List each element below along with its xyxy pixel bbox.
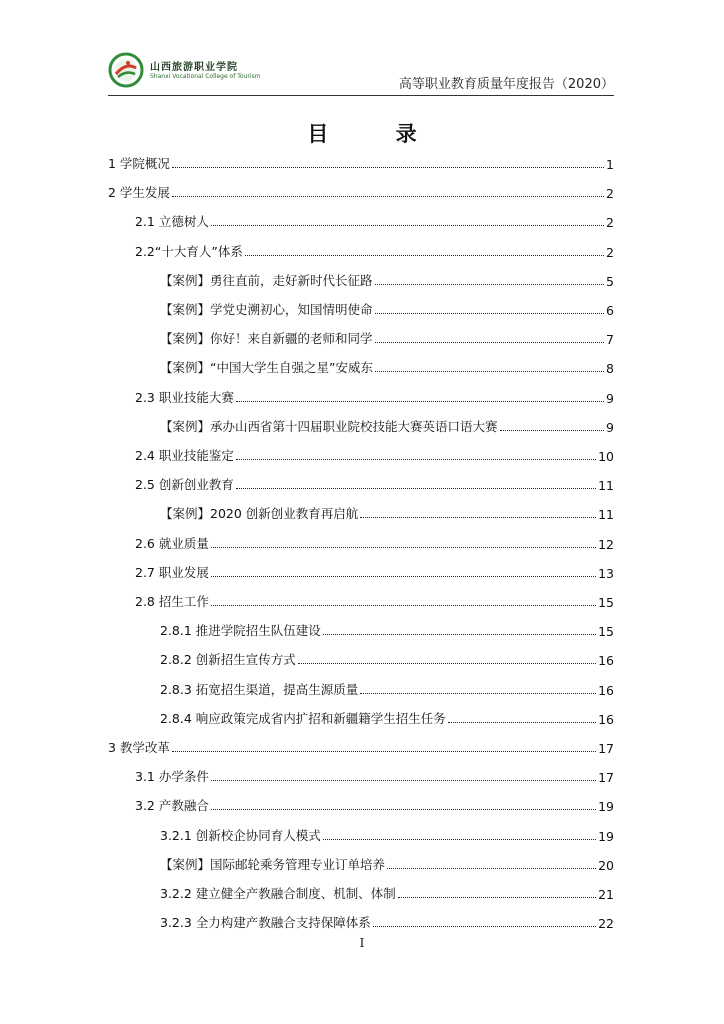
toc-entry-page: 16 [598, 711, 614, 727]
toc-dot-leader [172, 196, 604, 197]
toc-entry[interactable] [135, 471, 614, 493]
toc-entry-title: 3.2.1 创新校企协同育人模式 [160, 827, 321, 843]
toc-entry-page: 9 [606, 419, 614, 435]
toc-dot-leader [375, 371, 604, 372]
toc-entry-title: 2.8.4 响应政策完成省内扩招和新疆籍学生招生任务 [160, 710, 446, 726]
toc-entry-page: 1 [606, 157, 614, 172]
toc-dot-leader [387, 868, 596, 869]
toc-entry-title: 2.5 创新创业教育 [135, 477, 234, 493]
toc-entry-page: 11 [598, 478, 614, 494]
toc-entry-page: 9 [606, 390, 614, 406]
toc-entry[interactable] [135, 238, 614, 260]
toc-entry-title: 2.4 职业技能鉴定 [135, 448, 234, 463]
toc-dot-leader [375, 284, 605, 285]
toc-entry-page: 19 [598, 799, 614, 815]
toc-entry[interactable] [135, 763, 614, 785]
toc-entry-page: 16 [598, 682, 614, 698]
toc-entry[interactable] [160, 617, 614, 639]
toc-entry-title: 3.1 办学条件 [135, 769, 209, 785]
toc-entry-title: 2 学生发展 [108, 185, 170, 201]
toc-entry-page: 8 [606, 361, 614, 377]
toc-entry-page: 12 [598, 536, 614, 552]
toc-entry-page: 7 [606, 332, 614, 348]
college-name: 山西旅游职业学院 [150, 62, 238, 73]
toc-entry-title: 2.1 立德树人 [135, 214, 209, 230]
toc-dot-leader [211, 225, 604, 226]
toc-dot-leader [172, 751, 596, 752]
toc-entry-page: 2 [606, 186, 614, 202]
toc-entry[interactable] [160, 851, 614, 873]
toc-entry[interactable] [135, 792, 614, 814]
toc-dot-leader [211, 547, 596, 548]
toc-entry-page: 20 [598, 857, 614, 873]
toc-dot-leader [373, 926, 596, 927]
toc-entry[interactable] [135, 588, 614, 610]
toc-dot-leader [172, 167, 604, 168]
toc-dot-leader [323, 634, 596, 635]
toc-dot-leader [375, 313, 605, 314]
toc-title: 目 录 [307, 122, 447, 146]
page-number: I [359, 936, 365, 950]
toc-entry[interactable] [135, 530, 614, 552]
toc-entry-page: 11 [598, 507, 614, 523]
toc-entry[interactable] [160, 500, 614, 522]
toc-entry-title: 【案例】国际邮轮乘务管理专业订单培养 [160, 856, 386, 872]
toc-dot-leader [236, 459, 596, 460]
toc-entry-title: 3.2 产教融合 [135, 798, 209, 814]
toc-entry[interactable] [160, 413, 614, 435]
toc-dot-leader [211, 809, 596, 810]
toc-dot-leader [375, 342, 605, 343]
toc-entry-page: 15 [598, 595, 614, 610]
college-name-english: Shanxi Vocational College of Tourism [150, 73, 261, 80]
toc-entry[interactable] [135, 442, 614, 464]
toc-dot-leader [236, 401, 604, 402]
toc-entry[interactable] [135, 559, 614, 581]
report-title: 高等职业教育质量年度报告（2020） [398, 77, 614, 92]
header-divider [108, 95, 614, 96]
toc-entry-title: 【案例】你好！来自新疆的老师和同学 [160, 331, 373, 347]
toc-entry-page: 22 [598, 916, 614, 932]
toc-entry-title: 1 学院概况 [108, 156, 170, 171]
toc-entry-title: 3.2.2 建立健全产教融合制度、机制、体制 [160, 886, 396, 901]
toc-dot-leader [360, 693, 596, 694]
toc-dot-leader [500, 430, 605, 431]
toc-entry[interactable] [108, 734, 614, 756]
toc-entry[interactable] [160, 325, 614, 347]
toc-entry-title: 【案例】承办山西省第十四届职业院校技能大赛英语口语大赛 [160, 418, 498, 434]
toc-dot-leader [323, 839, 596, 840]
toc-entry-page: 19 [598, 828, 614, 844]
toc-entry-title: 2.6 就业质量 [135, 535, 209, 551]
toc-dot-leader [245, 255, 604, 256]
toc-entry[interactable] [160, 646, 614, 668]
toc-entry-title: 2.8 招生工作 [135, 594, 209, 609]
toc-entry[interactable] [108, 179, 614, 201]
toc-entry-page: 13 [598, 565, 614, 581]
toc-entry[interactable] [135, 208, 614, 230]
toc-entry-page: 17 [598, 770, 614, 786]
toc-entry-title: 【案例】2020 创新创业教育再启航 [160, 506, 359, 522]
toc-entry-title: 3 教学改革 [108, 740, 170, 755]
toc-entry-title: 【案例】学党史溯初心，知国情明使命 [160, 302, 373, 317]
toc-dot-leader [448, 722, 596, 723]
toc-entry[interactable] [135, 384, 614, 406]
toc-entry-page: 21 [598, 887, 614, 902]
toc-entry-page: 6 [606, 303, 614, 318]
toc-entry[interactable] [160, 705, 614, 727]
toc-entry-page: 5 [606, 273, 614, 289]
toc-dot-leader [398, 897, 596, 898]
toc-entry[interactable] [160, 354, 614, 376]
toc-entry-title: 2.8.1 推进学院招生队伍建设 [160, 623, 321, 639]
toc-dot-leader [211, 605, 596, 606]
college-logo-icon [108, 52, 144, 88]
toc-entry-title: 2.3 职业技能大赛 [135, 389, 234, 405]
toc-entry-title: 3.2.3 全力构建产教融合支持保障体系 [160, 915, 371, 931]
toc-entry[interactable] [160, 296, 614, 318]
toc-dot-leader [236, 488, 596, 489]
toc-entry-page: 17 [598, 741, 614, 756]
toc-entry-page: 2 [606, 215, 614, 231]
toc-entry-title: 2.7 职业发展 [135, 564, 209, 580]
toc-entry-title: 【案例】“中国大学生自强之星”安威东 [160, 360, 373, 376]
toc-entry[interactable] [160, 822, 614, 844]
toc-entry[interactable] [160, 909, 614, 931]
toc-entry[interactable] [160, 267, 614, 289]
page-header [108, 52, 614, 96]
toc-dot-leader [360, 517, 596, 518]
toc-entry[interactable] [108, 150, 614, 172]
toc-entry-page: 16 [598, 653, 614, 669]
toc-dot-leader [298, 663, 596, 664]
toc-entry-title: 2.8.2 创新招生宣传方式 [160, 652, 296, 668]
toc-entry-title: 2.2“十大育人”体系 [135, 243, 243, 259]
toc-dot-leader [211, 576, 596, 577]
toc-entry-title: 2.8.3 拓宽招生渠道，提高生源质量 [160, 681, 359, 697]
toc-entry[interactable] [160, 676, 614, 698]
toc-entry-page: 15 [598, 624, 614, 640]
toc-entry-title: 【案例】勇往直前，走好新时代长征路 [160, 272, 373, 288]
toc-dot-leader [211, 780, 596, 781]
toc-entry[interactable] [160, 880, 614, 902]
toc-entry-page: 2 [606, 244, 614, 260]
toc-entry-page: 10 [598, 449, 614, 464]
